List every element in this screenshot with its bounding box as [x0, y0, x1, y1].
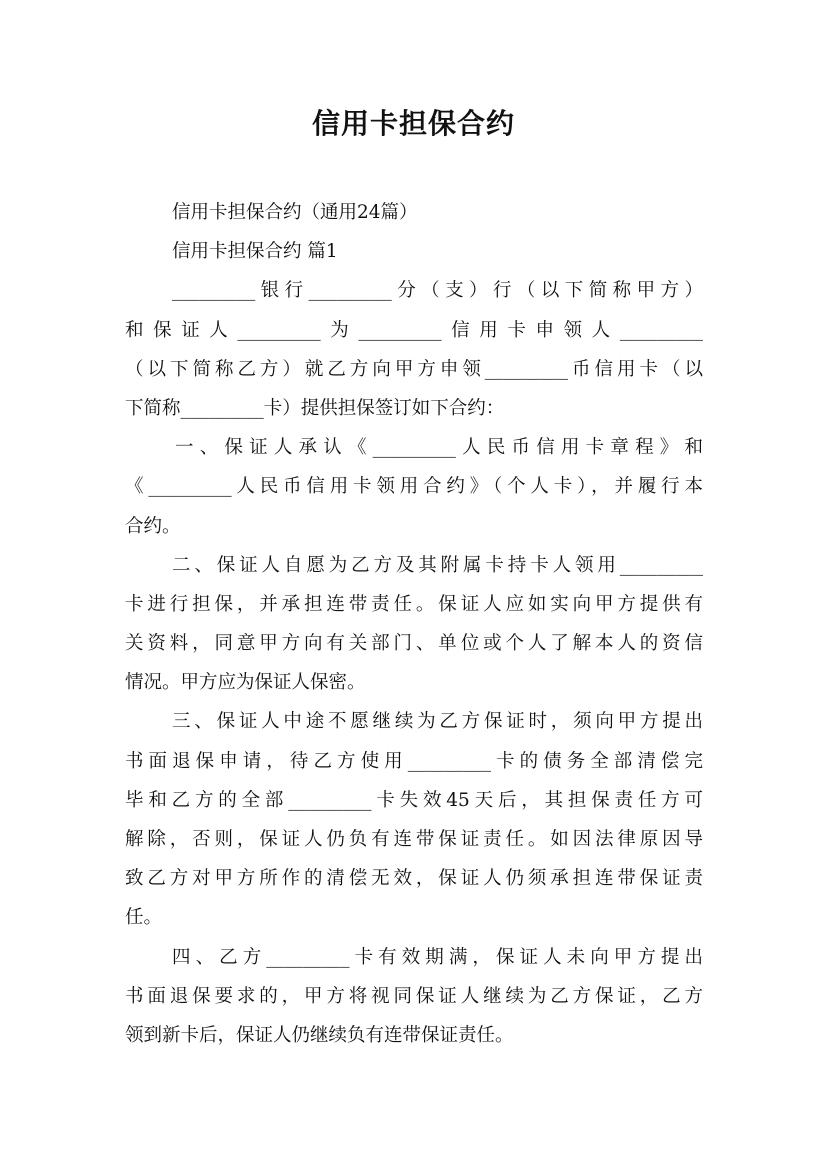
- paragraph-line: 书面退保申请，待乙方使用_________卡的债务全部清偿完: [125, 750, 703, 772]
- document-title: 信用卡担保合约: [311, 107, 515, 140]
- paragraph-line: 二、保证人自愿为乙方及其附属卡持卡人领用_________: [172, 554, 703, 576]
- paragraph-line: _________银行_________分（支）行（以下简称甲方）: [172, 280, 703, 302]
- paragraph-line: 情况。甲方应为保证人保密。: [125, 672, 366, 694]
- paragraph-line: （以下简称乙方）就乙方向甲方申领_________币信用卡（以: [125, 358, 703, 380]
- section-heading: 信用卡担保合约 篇1: [172, 241, 338, 263]
- paragraph-line: 关资料，同意甲方向有关部门、单位或个人了解本人的资信: [125, 633, 703, 655]
- paragraph-line: 解除，否则，保证人仍负有连带保证责任。如因法律原因导: [125, 829, 703, 850]
- paragraph-clause-1: [125, 428, 703, 546]
- document-body: [125, 193, 703, 1055]
- paragraph-line: 合约。: [125, 515, 181, 537]
- paragraph-clause-3: [125, 702, 703, 937]
- paragraph-line: 致乙方对甲方所作的清偿无效，保证人仍须承担连带保证责: [125, 868, 703, 890]
- paragraph-line: 四、乙方_________卡有效期满，保证人未向甲方提出: [172, 946, 703, 968]
- paragraph-line: 书面退保要求的，甲方将视同保证人继续为乙方保证，乙方: [125, 985, 703, 1007]
- document-subtitle: 信用卡担保合约（通用24篇）: [172, 202, 418, 223]
- paragraph-line: 领到新卡后，保证人仍继续负有连带保证责任。: [125, 1024, 514, 1046]
- paragraph-line: 卡进行担保，并承担连带责任。保证人应如实向甲方提供有: [125, 593, 703, 615]
- paragraph-line: 下简称_________卡）提供担保签订如下合约：: [125, 397, 505, 419]
- paragraph-line: 《_________人民币信用卡领用合约》（个人卡），并履行本: [125, 476, 703, 498]
- paragraph-clause-2: [125, 546, 703, 703]
- paragraph-line: 一、保证人承认《_________人民币信用卡章程》和: [175, 437, 703, 459]
- paragraph-line: 毕和乙方的全部_________卡失效45天后，其担保责任方可: [125, 789, 703, 811]
- paragraph-line: 任。: [125, 907, 163, 929]
- paragraph-line: 和保证人_________为_________信用卡申领人_________: [125, 319, 703, 341]
- paragraph-clause-4: [125, 938, 703, 1056]
- paragraph-intro: [125, 271, 703, 428]
- paragraph-line: 三、保证人中途不愿继续为乙方保证时，须向甲方提出: [172, 711, 703, 733]
